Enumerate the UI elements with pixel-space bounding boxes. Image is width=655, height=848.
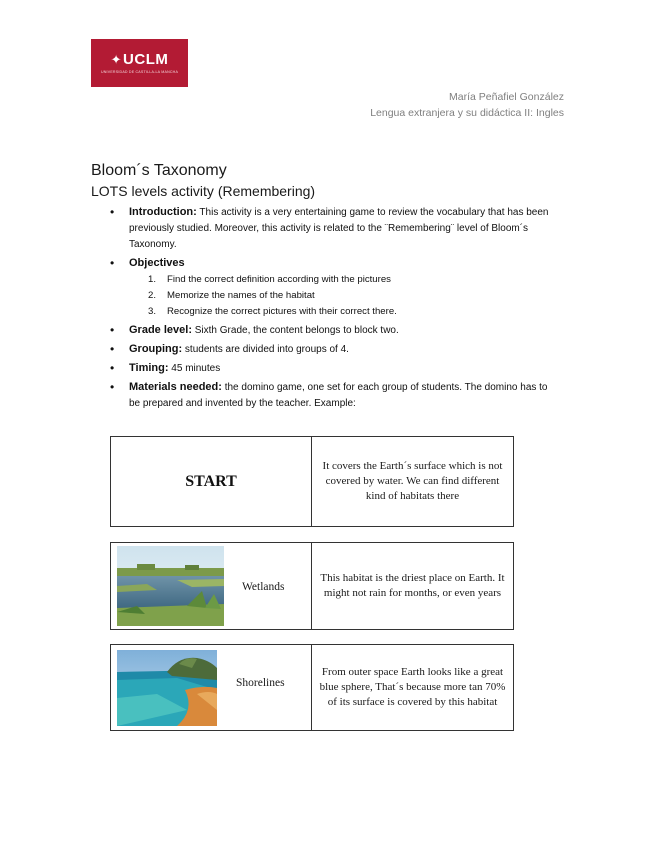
list-item-objectives xyxy=(91,255,561,320)
wetlands-photo xyxy=(117,546,224,626)
list-item-materials xyxy=(91,379,561,412)
materials-text: the domino game, one set for each group of students. The domino has to be prepared and invented by the teacher. Example: xyxy=(129,382,548,409)
domino-card-start xyxy=(110,436,514,527)
domino-definition: It covers the Earth´s surface which is not covered by water. We can find different kind of habitats there xyxy=(322,460,503,502)
list-item-grouping xyxy=(91,341,561,358)
domino-card-shorelines xyxy=(110,644,514,731)
objectives-list xyxy=(129,272,561,320)
list-item: 3. Recognize the correct pictures with their correct there. xyxy=(148,306,397,317)
timing-label: Timing: xyxy=(129,362,169,374)
grouping-label: Grouping: xyxy=(129,343,183,355)
uclm-logo xyxy=(91,39,188,87)
page-subtitle: LOTS levels activity (Remembering) xyxy=(91,183,316,199)
logo-wordmark: UCLM xyxy=(123,51,169,68)
activity-details-list xyxy=(91,204,561,414)
start-label: START xyxy=(185,472,237,490)
list-item-introduction xyxy=(91,204,561,253)
introduction-label: Introduction: xyxy=(129,206,197,218)
course-name: Lengua extranjera y su didáctica II: Ingles xyxy=(370,107,564,119)
star-icon: ✦ xyxy=(110,52,123,67)
shorelines-photo xyxy=(117,650,217,726)
domino-definition: From outer space Earth looks like a great blue sphere, That´s because more tan 70% of its surface is covered by this habitat xyxy=(319,666,506,708)
objectives-label: Objectives xyxy=(129,257,185,269)
logo-subtitle: UNIVERSIDAD DE CASTILLA-LA MANCHA xyxy=(100,70,179,74)
introduction-text: This activity is a very entertaining game to review the vocabulary that has been previously studied. Moreover, this activity is related to the ¨Remembering¨ level of Bloom´s Taxonomy. xyxy=(129,207,549,250)
grade-label: Grade level: xyxy=(129,324,192,336)
wetlands-label: Wetlands xyxy=(242,581,285,593)
list-item-timing xyxy=(91,360,561,377)
list-item: 1. Find the correct definition according with the pictures xyxy=(148,274,391,285)
document-header xyxy=(370,89,564,121)
domino-card-wetlands xyxy=(110,542,514,630)
author-name: María Peñafiel González xyxy=(449,91,564,103)
list-item: 2. Memorize the names of the habitat xyxy=(148,290,315,301)
timing-text: 45 minutes xyxy=(168,363,221,374)
grouping-text: students are divided into groups of 4. xyxy=(182,344,349,355)
list-item-grade xyxy=(91,322,561,339)
grade-text: Sixth Grade, the content belongs to block two. xyxy=(191,325,399,336)
shorelines-label: Shorelines xyxy=(236,677,285,689)
domino-definition: This habitat is the driest place on Earth. It might not rain for months, or even years xyxy=(320,572,505,599)
materials-label: Materials needed: xyxy=(129,381,222,393)
page-title: Bloom´s Taxonomy xyxy=(91,162,227,179)
